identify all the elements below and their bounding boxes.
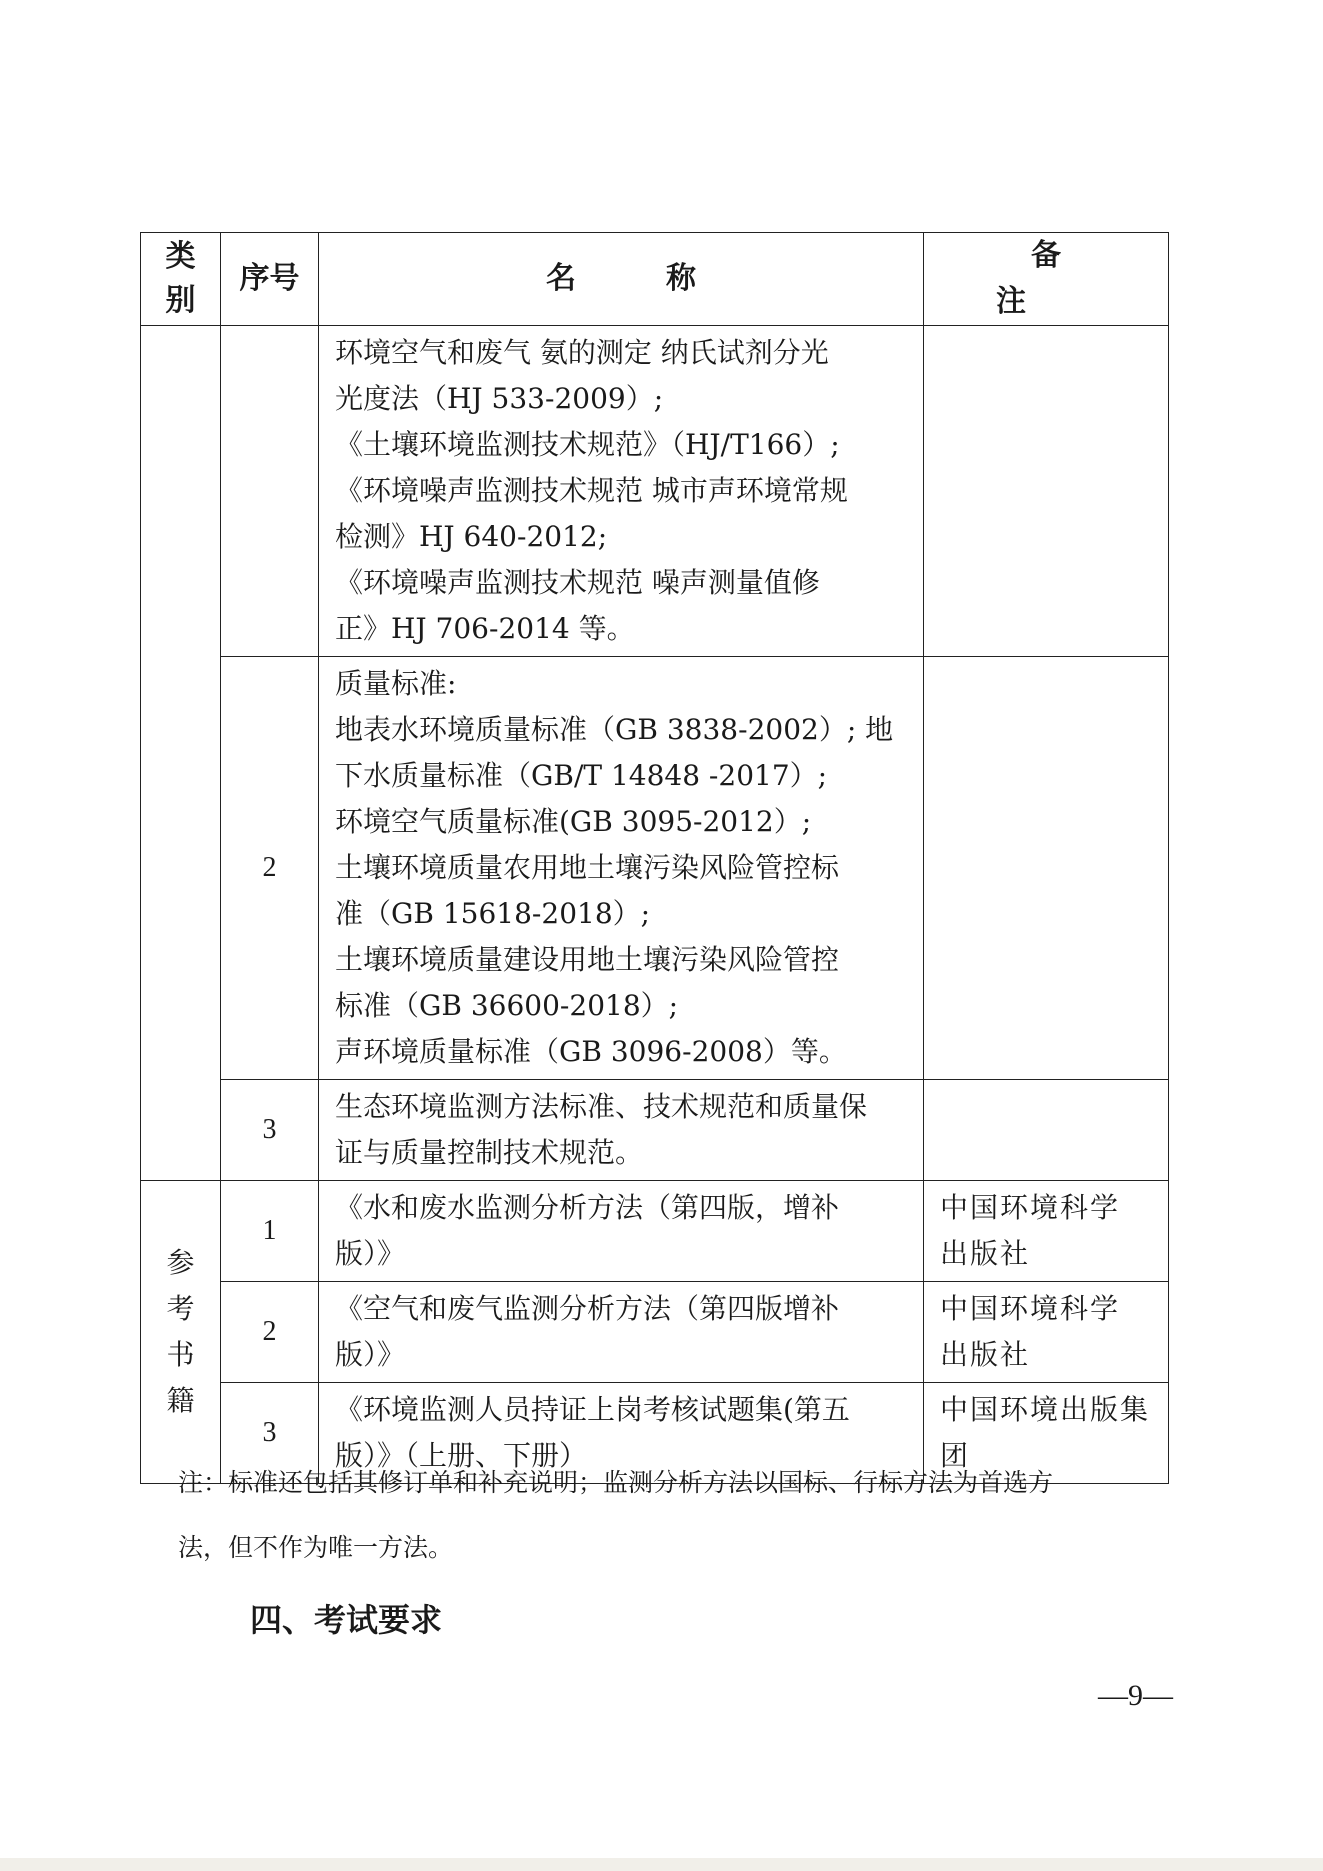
category-cell-continued — [141, 326, 221, 1181]
category-cell-reference-books — [141, 1181, 221, 1484]
name-line: 《环境噪声监测技术规范 城市声环境常规 — [335, 474, 848, 507]
name-cell — [319, 1181, 924, 1282]
name-line: 检测》HJ 640-2012; — [335, 520, 608, 553]
name-line: 标准（GB 36600-2018）; — [335, 989, 679, 1022]
remark-line: 中国环境科学 — [940, 1292, 1121, 1325]
remark-line: 出版社 — [940, 1237, 1031, 1270]
remark-line: 中国环境科学 — [940, 1191, 1121, 1224]
name-line: 版）》 — [335, 1338, 406, 1371]
remark-cell — [924, 1181, 1169, 1282]
header-seq: 序号 — [221, 233, 319, 326]
name-line: 版）》 — [335, 1237, 406, 1270]
seq-cell-continued — [221, 326, 319, 657]
name-line: 光度法（HJ 533-2009）; — [335, 382, 664, 415]
remark-cell — [924, 657, 1169, 1080]
remark-line: 中国环境出版集 — [940, 1393, 1151, 1426]
name-line: 证与质量控制技术规范。 — [335, 1136, 644, 1169]
table-row — [141, 1080, 1169, 1181]
name-line: 环境空气和废气 氨的测定 纳氏试剂分光 — [335, 336, 829, 369]
category-char: 籍 — [166, 1384, 195, 1417]
name-line: 《水和废水监测分析方法（第四版，增补 — [335, 1191, 840, 1224]
name-cell — [319, 657, 924, 1080]
seq-cell: 2 — [221, 657, 319, 1080]
name-line: 版）》（上册、下册） — [335, 1439, 588, 1472]
section-heading: 四、考试要求 — [250, 1601, 443, 1639]
category-char: 参 — [166, 1246, 195, 1279]
seq-cell: 2 — [221, 1282, 319, 1383]
seq-cell: 1 — [221, 1181, 319, 1282]
header-remark-text: 备注 — [996, 238, 1131, 319]
remark-cell — [924, 1282, 1169, 1383]
table-note: 注：标准还包括其修订单和补充说明；监测分析方法以国标、行标方法为首选方 — [178, 1468, 1054, 1497]
name-line: 正》HJ 706-2014 等。 — [335, 612, 635, 645]
name-line: 声环境质量标准（GB 3096-2008）等。 — [335, 1035, 847, 1068]
name-line: 下水质量标准（GB/T 14848 -2017）; — [335, 759, 828, 792]
name-cell — [319, 1282, 924, 1383]
remark-line: 团 — [940, 1439, 971, 1472]
seq-cell: 3 — [221, 1383, 319, 1484]
name-line: 准（GB 15618-2018）; — [335, 897, 651, 930]
scan-bottom-edge — [0, 1858, 1323, 1871]
remark-cell — [924, 1080, 1169, 1181]
name-line: 《环境噪声监测技术规范 噪声测量值修 — [335, 566, 820, 599]
name-line: 《环境监测人员持证上岗考核试题集(第五 — [335, 1393, 850, 1426]
header-remark — [924, 233, 1169, 326]
table-row — [141, 1181, 1169, 1282]
remark-line: 出版社 — [940, 1338, 1031, 1371]
name-line: 环境空气质量标准(GB 3095-2012）; — [335, 805, 812, 838]
name-cell — [319, 326, 924, 657]
header-category-char-2: 别 — [165, 283, 196, 318]
category-char: 考 — [166, 1292, 195, 1325]
header-category — [141, 233, 221, 326]
name-line: 生态环境监测方法标准、技术规范和质量保 — [335, 1090, 868, 1123]
category-char: 书 — [166, 1338, 195, 1371]
page-number: —9— — [1098, 1679, 1173, 1712]
header-name-text: 名称 — [546, 261, 786, 296]
name-line: 《空气和废气监测分析方法（第四版增补 — [335, 1292, 840, 1325]
name-line: 土壤环境质量农用地土壤污染风险管控标 — [335, 851, 840, 884]
table-row — [141, 1282, 1169, 1383]
seq-cell: 3 — [221, 1080, 319, 1181]
name-cell — [319, 1080, 924, 1181]
reference-table — [140, 232, 1169, 1484]
name-line: 《土壤环境监测技术规范》（HJ/T166）; — [335, 428, 840, 461]
header-category-char-1: 类 — [165, 239, 196, 274]
name-line: 地表水环境质量标准（GB 3838-2002）; 地 — [335, 713, 894, 746]
table-note-continued: 法，但不作为唯一方法。 — [178, 1533, 454, 1562]
header-name — [319, 233, 924, 326]
table-row — [141, 326, 1169, 657]
name-line: 土壤环境质量建设用地土壤污染风险管控 — [335, 943, 840, 976]
table-header-row — [141, 233, 1169, 326]
table-row — [141, 657, 1169, 1080]
name-line: 质量标准: — [335, 667, 457, 700]
remark-cell — [924, 326, 1169, 657]
